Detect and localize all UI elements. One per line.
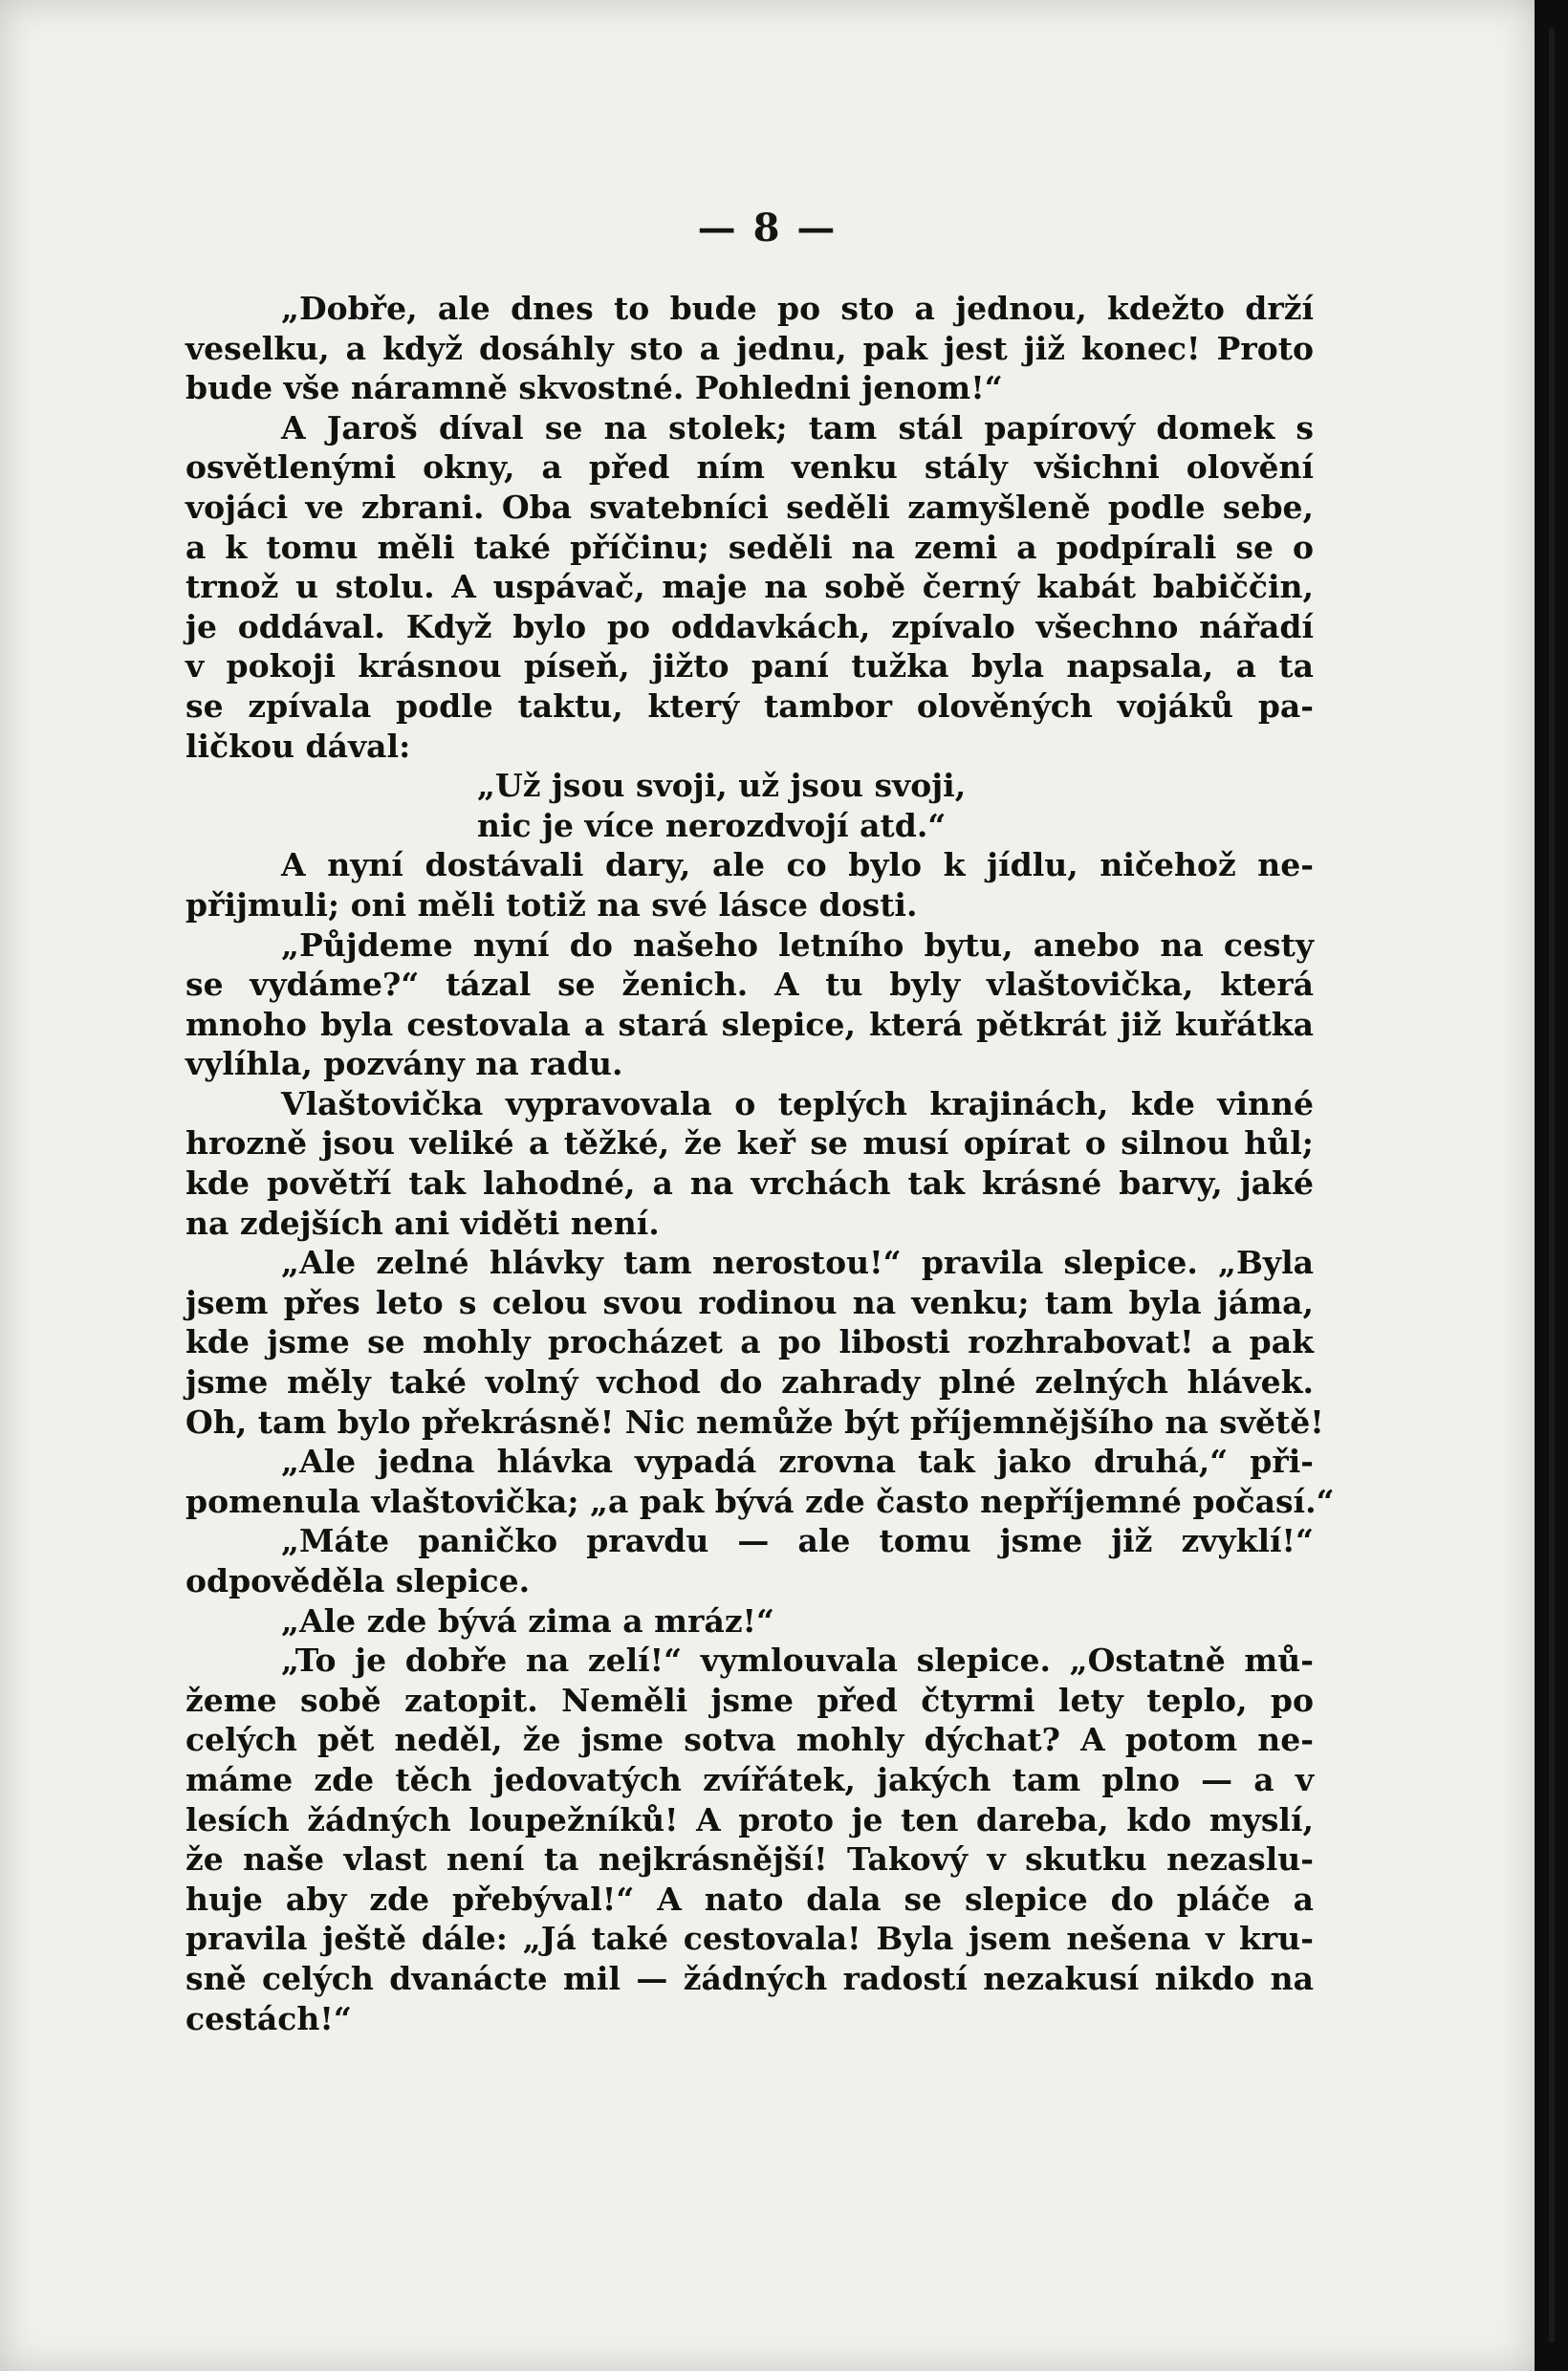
- text-line: lesích žádných loupežníků! A proto je ten dareba, kdo myslí,: [185, 1800, 1314, 1838]
- text-block: [185, 289, 1335, 2038]
- text-line: „Dobře, ale dnes to bude po sto a jednou, kdežto drží: [281, 290, 1314, 327]
- text-line: kde jsme se mohly procházet a po libosti rozhrabovat! a pak: [185, 1323, 1314, 1361]
- text-line: „Půjdeme nyní do našeho letního bytu, anebo na cesty: [281, 925, 1314, 964]
- text-line: ličkou dával:: [185, 727, 411, 765]
- text-line: „To je dobře na zelí!“ vymlouvala slepice. „Ostatně mů-: [281, 1642, 1314, 1680]
- text-line: osvětlenými okny, a před ním venku stály všichni olovění: [185, 448, 1314, 487]
- text-line: se zpívala podle taktu, který tambor olověných vojáků pa-: [185, 686, 1314, 725]
- text-line: v pokoji krásnou píseň, jižto paní tužka byla napsala, a ta: [185, 647, 1314, 685]
- text-line: Oh, tam bylo překrásně! Nic nemůže být příjemnějšího na světě!: [185, 1403, 1324, 1441]
- page-edge-line: [1549, 29, 1555, 2342]
- text-line: „Máte paničko pravdu — ale tomu jsme již zvyklí!“: [281, 1522, 1314, 1560]
- text-line: celých pět neděl, že jsme sotva mohly dýchat? A potom ne-: [185, 1721, 1314, 1759]
- text-line: žeme sobě zatopit. Neměli jsme před čtyrmi lety teplo, po: [185, 1681, 1314, 1719]
- text-line: je oddával. Když bylo po oddavkách, zpívalo všechno nářadí: [185, 607, 1314, 645]
- text-line: přijmuli; oni měli totiž na své lásce dosti.: [185, 885, 918, 924]
- text-line: cestách!“: [185, 1999, 352, 2037]
- text-line: vojáci ve zbrani. Oba svatebníci seděli zamyšleně podle sebe,: [185, 488, 1314, 526]
- text-line: pravila ještě dále: „Já také cestovala! Byla jsem nešena v kru-: [185, 1920, 1314, 1958]
- text-line: odpověděla slepice.: [185, 1562, 531, 1599]
- text-line: nic je více nerozdvojí atd.“: [477, 806, 947, 844]
- text-line: „Ale jedna hlávka vypadá zrovna tak jako druhá,“ při-: [281, 1443, 1314, 1481]
- text-line: vylíhla, pozvány na radu.: [185, 1045, 623, 1083]
- text-line: Vlaštovička vypravovala o teplých krajinách, kde vinné: [281, 1084, 1314, 1122]
- text-line: na zdejších ani viděti není.: [185, 1204, 660, 1242]
- text-line: hrozně jsou veliké a těžké, že keř se musí opírat o silnou hůl;: [185, 1124, 1314, 1163]
- text-line: pomenula vlaštovička; „a pak bývá zde často nepříjemné počasí.“: [185, 1482, 1335, 1520]
- text-line: jsme měly také volný vchod do zahrady plné zelných hlávek.: [185, 1363, 1314, 1402]
- page-number: — 8 —: [697, 206, 838, 250]
- text-line: a k tomu měli také příčinu; seděli na zemi a podpírali se o: [185, 528, 1314, 566]
- text-line: „Ale zde bývá zima a mráz!“: [281, 1601, 775, 1640]
- text-line: veselku, a když dosáhly sto a jednu, pak jest již konec! Proto: [185, 329, 1314, 367]
- text-line: máme zde těch jedovatých zvířátek, jakých tam plno — a v: [185, 1760, 1314, 1798]
- text-line: huje aby zde přebýval!“ A nato dala se slepice do pláče a: [185, 1880, 1314, 1918]
- text-line: sně celých dvanácte mil — žádných radostí nezakusí nikdo na: [185, 1959, 1314, 1997]
- text-line: A Jaroš díval se na stolek; tam stál papírový domek s: [281, 408, 1314, 446]
- text-line: trnož u stolu. A uspávač, maje na sobě černý kabát babiččin,: [185, 568, 1314, 606]
- text-line: mnoho byla cestovala a stará slepice, která pětkrát již kuřátka: [185, 1005, 1314, 1043]
- text-line: „Ale zelné hlávky tam nerostou!“ pravila slepice. „Byla: [281, 1244, 1314, 1282]
- text-line: kde povětří tak lahodné, a na vrchách tak krásné barvy, jaké: [185, 1164, 1314, 1203]
- text-line: bude vše náramně skvostné. Pohledni jenom!“: [185, 369, 1003, 407]
- text-line: „Už jsou svoji, už jsou svoji,: [477, 767, 967, 805]
- text-line: jsem přes leto s celou svou rodinou na venku; tam byla jáma,: [185, 1283, 1314, 1321]
- text-line: se vydáme?“ tázal se ženich. A tu byly vlaštovička, která: [185, 966, 1314, 1004]
- text-line: že naše vlast není ta nejkrásnější! Takový v skutku nezaslu-: [185, 1840, 1314, 1879]
- text-line: A nyní dostávali dary, ale co bylo k jídlu, ničehož ne-: [281, 846, 1314, 884]
